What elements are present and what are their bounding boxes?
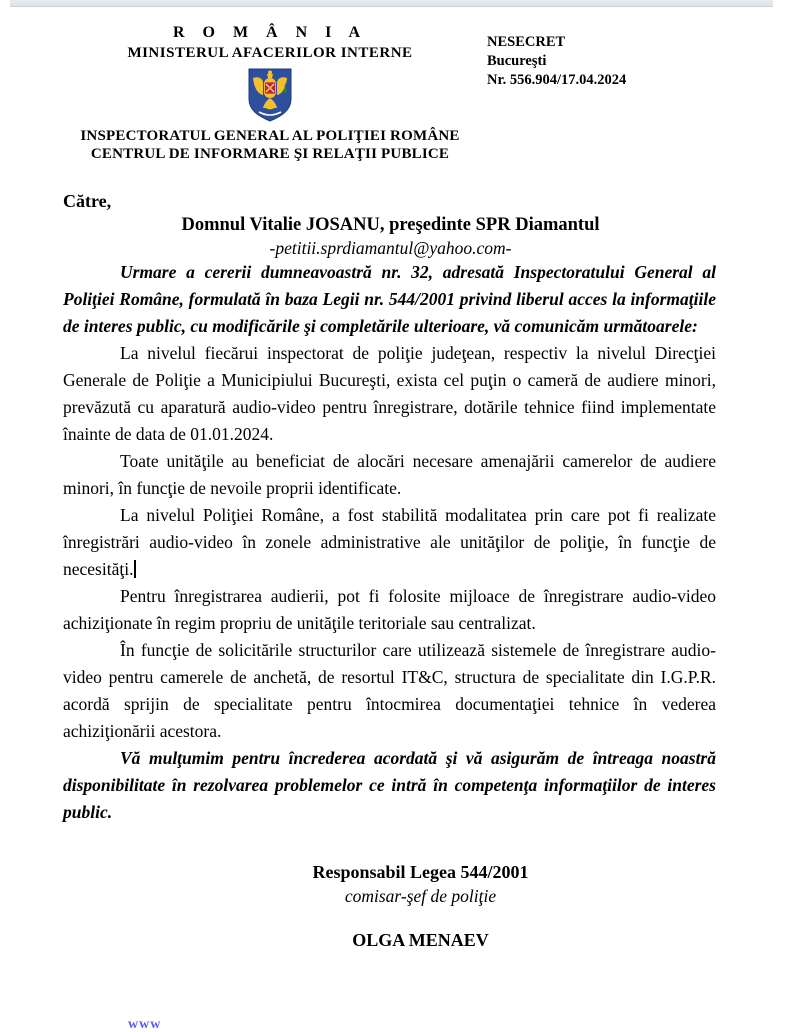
recipient-block xyxy=(0,191,773,259)
country-title: R O M Â N I A xyxy=(172,24,368,41)
body-paragraph: În funcţie de solicitările structurilor care utilizează sistemele de înregistrare audio-video pentru camerele de anchetă, de resortul IT&C, structura de specialitate din I.G.P.R. acordă sprijin de specialitate pentru întocmirea documentaţiei tehnice în vederea achiziţionării acestora. xyxy=(63,640,716,741)
classification-label: NESECRET xyxy=(487,34,566,50)
recipient-name: Domnul Vitalie JOSANU, preşedinte SPR Diamantul xyxy=(181,215,600,235)
body-paragraph xyxy=(63,502,716,583)
letterhead-left xyxy=(35,24,505,163)
body-paragraph: La nivelul fiecărui inspectorat de poliţie judeţean, respectiv la nivelul Direcţiei Generale de Poliţie a Municipiului Bucureşti, exista cel puţin o cameră de audiere minori, prevăzută cu aparatură audio-video pentru înregistrare, dotările tehnice fiind implementate înainte de data de 01.01.2024. xyxy=(63,343,716,444)
intro-paragraph: Urmare a cererii dumneavoastră nr. 32, adresată Inspectoratului General al Poliţiei Române, formulată în baza Legii nr. 544/2001 privind liberul acces la informaţiile de interes public, cu modificările şi completările ulterioare, vă comunicăm următoarele: xyxy=(63,262,716,336)
inspectorate-title: INSPECTORATUL GENERAL AL POLIŢIEI ROMÂNE xyxy=(80,128,460,144)
signature-name: OLGA MENAEV xyxy=(352,930,489,950)
registration-number: Nr. 556.904/17.04.2024 xyxy=(487,72,627,88)
hyperlink-fragment[interactable]: www xyxy=(128,1017,162,1032)
text-caret xyxy=(134,560,136,578)
signature-block xyxy=(34,862,807,951)
body-paragraph: Toate unităţile au beneficiat de alocări necesare amenajării camerelor de audiere minori, în funcţie de nevoile proprii identificate. xyxy=(63,451,716,498)
ministry-title: MINISTERUL AFACERILOR INTERNE xyxy=(127,45,413,61)
letterhead xyxy=(0,0,773,163)
to-label: Către, xyxy=(63,191,112,211)
signature-rank: comisar-şef de poliţie xyxy=(344,886,497,906)
department-title: CENTRUL DE INFORMARE ŞI RELAŢII PUBLICE xyxy=(90,146,450,162)
signature-title: Responsabil Legea 544/2001 xyxy=(312,862,529,882)
paragraph-text: La nivelul Poliţiei Române, a fost stabilită modalitatea prin care pot fi realizate înregistrări audio-video în zonele administrative ale unităţilor de poliţie, în funcţie de necesităţi. xyxy=(63,505,716,579)
city-label: Bucureşti xyxy=(487,53,547,69)
letterhead-right xyxy=(487,24,626,163)
coat-of-arms-icon xyxy=(247,68,293,122)
letter-body xyxy=(0,259,773,826)
closing-paragraph: Vă mulţumim pentru încrederea acordată şi vă asigurăm de întreaga noastră disponibilitate în rezolvarea problemelor ce intră în competenţa informaţiilor de interes public. xyxy=(63,748,716,822)
recipient-email: -petitii.sprdiamantul@yahoo.com- xyxy=(269,238,512,258)
page-top-edge xyxy=(10,0,773,7)
body-paragraph: Pentru înregistrarea audierii, pot fi folosite mijloace de înregistrare audio-video achiziţionate în regim propriu de unităţile teritoriale sau centralizat. xyxy=(63,586,716,633)
